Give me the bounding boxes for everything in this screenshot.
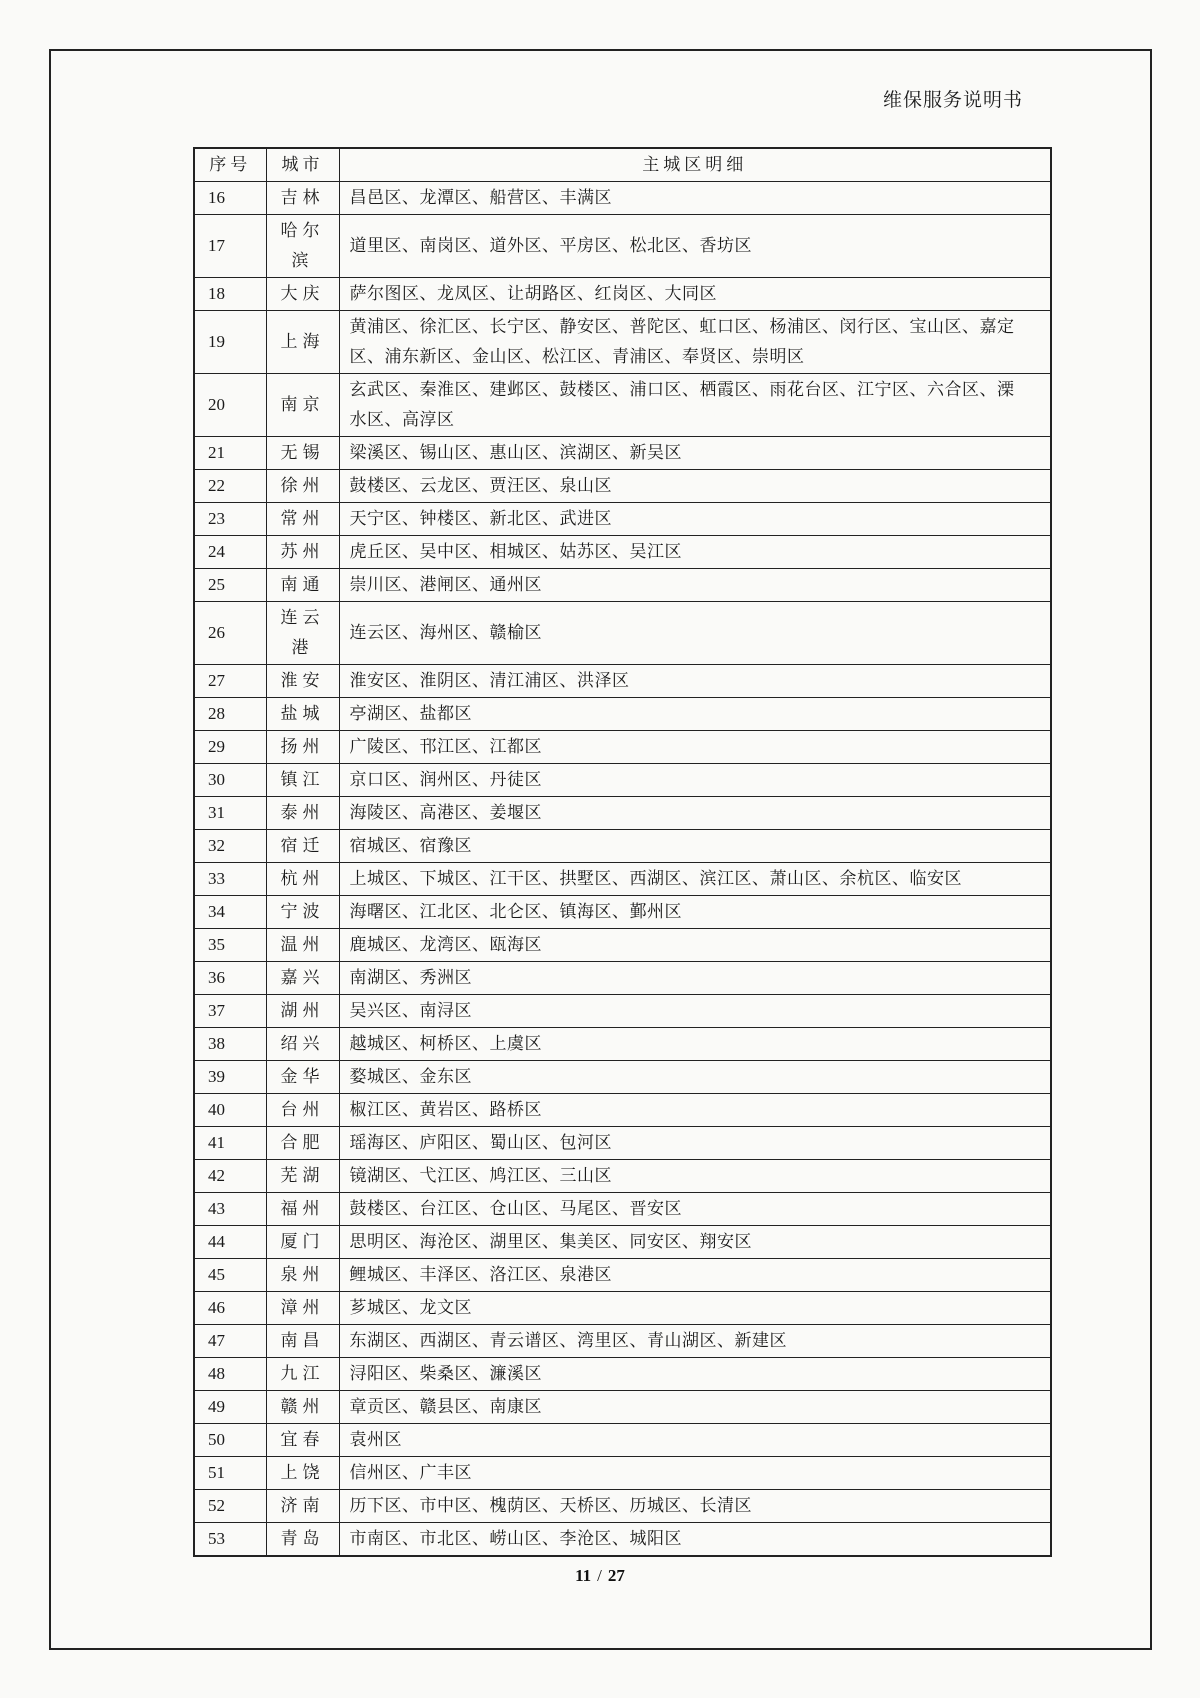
table-row (194, 962, 1051, 995)
row-index-cell: 45 (194, 1259, 266, 1292)
districts-cell: 浔阳区、柴桑区、濂溪区 (339, 1358, 1051, 1391)
row-index-cell: 37 (194, 995, 266, 1028)
row-index-cell: 46 (194, 1292, 266, 1325)
districts-cell: 连云区、海州区、赣榆区 (339, 602, 1051, 665)
districts-cell: 鲤城区、丰泽区、洛江区、泉港区 (339, 1259, 1051, 1292)
districts-cell: 广陵区、邗江区、江都区 (339, 731, 1051, 764)
districts-cell: 思明区、海沧区、湖里区、集美区、同安区、翔安区 (339, 1226, 1051, 1259)
header-cell-districts: 主城区明细 (339, 148, 1051, 182)
table-row (194, 896, 1051, 929)
table-row (194, 182, 1051, 215)
districts-cell: 淮安区、淮阴区、清江浦区、洪泽区 (339, 665, 1051, 698)
city-cell: 大庆 (266, 278, 339, 311)
districts-cell: 亭湖区、盐都区 (339, 698, 1051, 731)
row-index-cell: 33 (194, 863, 266, 896)
districts-cell: 芗城区、龙文区 (339, 1292, 1051, 1325)
districts-cell: 鼓楼区、云龙区、贾汪区、泉山区 (339, 470, 1051, 503)
city-cell: 连云港 (266, 602, 339, 665)
row-index-cell: 49 (194, 1391, 266, 1424)
districts-cell: 虎丘区、吴中区、相城区、姑苏区、吴江区 (339, 536, 1051, 569)
row-index-cell: 48 (194, 1358, 266, 1391)
city-cell: 青岛 (266, 1523, 339, 1557)
districts-cell: 历下区、市中区、槐荫区、天桥区、历城区、长清区 (339, 1490, 1051, 1523)
row-index-cell: 18 (194, 278, 266, 311)
row-index-cell: 20 (194, 374, 266, 437)
page-number-current: 11 (575, 1566, 592, 1585)
city-cell: 福州 (266, 1193, 339, 1226)
districts-cell: 天宁区、钟楼区、新北区、武进区 (339, 503, 1051, 536)
districts-cell: 海曙区、江北区、北仑区、镇海区、鄞州区 (339, 896, 1051, 929)
city-cell: 芜湖 (266, 1160, 339, 1193)
row-index-cell: 50 (194, 1424, 266, 1457)
table-row (194, 1061, 1051, 1094)
row-index-cell: 41 (194, 1127, 266, 1160)
row-index-cell: 16 (194, 182, 266, 215)
table-row (194, 1226, 1051, 1259)
row-index-cell: 24 (194, 536, 266, 569)
city-cell: 苏州 (266, 536, 339, 569)
row-index-cell: 43 (194, 1193, 266, 1226)
page-footer (0, 1566, 1200, 1586)
table-row (194, 797, 1051, 830)
city-cell: 扬州 (266, 731, 339, 764)
city-cell: 泰州 (266, 797, 339, 830)
row-index-cell: 35 (194, 929, 266, 962)
districts-table-body (194, 182, 1051, 1557)
row-index-cell: 23 (194, 503, 266, 536)
city-cell: 南京 (266, 374, 339, 437)
row-index-cell: 26 (194, 602, 266, 665)
table-row (194, 1523, 1051, 1557)
table-row (194, 863, 1051, 896)
table-row (194, 929, 1051, 962)
city-cell: 徐州 (266, 470, 339, 503)
districts-cell: 市南区、市北区、崂山区、李沧区、城阳区 (339, 1523, 1051, 1557)
table-row (194, 698, 1051, 731)
districts-cell: 宿城区、宿豫区 (339, 830, 1051, 863)
city-cell: 台州 (266, 1094, 339, 1127)
city-cell: 漳州 (266, 1292, 339, 1325)
city-cell: 哈尔滨 (266, 215, 339, 278)
districts-cell: 瑶海区、庐阳区、蜀山区、包河区 (339, 1127, 1051, 1160)
city-cell: 合肥 (266, 1127, 339, 1160)
districts-cell: 海陵区、高港区、姜堰区 (339, 797, 1051, 830)
city-cell: 上海 (266, 311, 339, 374)
table-row (194, 731, 1051, 764)
city-cell: 湖州 (266, 995, 339, 1028)
city-cell: 常州 (266, 503, 339, 536)
table-row (194, 311, 1051, 374)
table-row (194, 1193, 1051, 1226)
row-index-cell: 44 (194, 1226, 266, 1259)
table-row (194, 1424, 1051, 1457)
districts-cell: 婺城区、金东区 (339, 1061, 1051, 1094)
city-cell: 嘉兴 (266, 962, 339, 995)
row-index-cell: 21 (194, 437, 266, 470)
city-cell: 杭州 (266, 863, 339, 896)
row-index-cell: 34 (194, 896, 266, 929)
page-number-total: 27 (607, 1566, 625, 1585)
table-row (194, 470, 1051, 503)
districts-cell: 京口区、润州区、丹徒区 (339, 764, 1051, 797)
row-index-cell: 53 (194, 1523, 266, 1557)
city-cell: 温州 (266, 929, 339, 962)
city-cell: 宜春 (266, 1424, 339, 1457)
table-row (194, 665, 1051, 698)
districts-cell: 萨尔图区、龙凤区、让胡路区、红岗区、大同区 (339, 278, 1051, 311)
districts-cell: 镜湖区、弋江区、鸠江区、三山区 (339, 1160, 1051, 1193)
row-index-cell: 32 (194, 830, 266, 863)
districts-cell: 椒江区、黄岩区、路桥区 (339, 1094, 1051, 1127)
districts-cell: 上城区、下城区、江干区、拱墅区、西湖区、滨江区、萧山区、余杭区、临安区 (339, 863, 1051, 896)
districts-cell: 袁州区 (339, 1424, 1051, 1457)
districts-cell: 昌邑区、龙潭区、船营区、丰满区 (339, 182, 1051, 215)
row-index-cell: 27 (194, 665, 266, 698)
row-index-cell: 17 (194, 215, 266, 278)
header-cell-city: 城市 (266, 148, 339, 182)
row-index-cell: 25 (194, 569, 266, 602)
row-index-cell: 40 (194, 1094, 266, 1127)
table-row (194, 602, 1051, 665)
city-cell: 南昌 (266, 1325, 339, 1358)
page-number-separator: / (597, 1566, 602, 1585)
table-row (194, 569, 1051, 602)
table-row (194, 1325, 1051, 1358)
city-cell: 宁波 (266, 896, 339, 929)
districts-cell: 鹿城区、龙湾区、瓯海区 (339, 929, 1051, 962)
table-row (194, 536, 1051, 569)
row-index-cell: 29 (194, 731, 266, 764)
row-index-cell: 36 (194, 962, 266, 995)
districts-cell: 章贡区、赣县区、南康区 (339, 1391, 1051, 1424)
table-row (194, 1457, 1051, 1490)
row-index-cell: 52 (194, 1490, 266, 1523)
districts-cell: 越城区、柯桥区、上虞区 (339, 1028, 1051, 1061)
city-cell: 盐城 (266, 698, 339, 731)
city-cell: 厦门 (266, 1226, 339, 1259)
city-cell: 济南 (266, 1490, 339, 1523)
table-row (194, 1259, 1051, 1292)
city-cell: 吉林 (266, 182, 339, 215)
table-row (194, 830, 1051, 863)
document-header-title: 维保服务说明书 (882, 90, 1023, 111)
table-row (194, 1358, 1051, 1391)
table-row (194, 1292, 1051, 1325)
table-row (194, 503, 1051, 536)
table-row (194, 995, 1051, 1028)
table-row (194, 1028, 1051, 1061)
row-index-cell: 42 (194, 1160, 266, 1193)
row-index-cell: 38 (194, 1028, 266, 1061)
districts-cell: 崇川区、港闸区、通州区 (339, 569, 1051, 602)
table-row (194, 278, 1051, 311)
table-row (194, 764, 1051, 797)
row-index-cell: 22 (194, 470, 266, 503)
table-row (194, 1127, 1051, 1160)
city-cell: 赣州 (266, 1391, 339, 1424)
table-row (194, 1490, 1051, 1523)
districts-cell: 鼓楼区、台江区、仓山区、马尾区、晋安区 (339, 1193, 1051, 1226)
city-cell: 绍兴 (266, 1028, 339, 1061)
districts-table (193, 147, 1052, 1557)
districts-cell: 东湖区、西湖区、青云谱区、湾里区、青山湖区、新建区 (339, 1325, 1051, 1358)
city-cell: 泉州 (266, 1259, 339, 1292)
table-row (194, 437, 1051, 470)
row-index-cell: 39 (194, 1061, 266, 1094)
city-cell: 淮安 (266, 665, 339, 698)
table-row (194, 1160, 1051, 1193)
city-cell: 金华 (266, 1061, 339, 1094)
city-cell: 九江 (266, 1358, 339, 1391)
table-row (194, 374, 1051, 437)
districts-cell: 玄武区、秦淮区、建邺区、鼓楼区、浦口区、栖霞区、雨花台区、江宁区、六合区、溧水区、高淳区 (339, 374, 1051, 437)
row-index-cell: 51 (194, 1457, 266, 1490)
city-cell: 宿迁 (266, 830, 339, 863)
row-index-cell: 19 (194, 311, 266, 374)
table-row (194, 1391, 1051, 1424)
row-index-cell: 30 (194, 764, 266, 797)
table-header-row (194, 148, 1051, 182)
table-row (194, 1094, 1051, 1127)
districts-cell: 黄浦区、徐汇区、长宁区、静安区、普陀区、虹口区、杨浦区、闵行区、宝山区、嘉定区、浦东新区、金山区、松江区、青浦区、奉贤区、崇明区 (339, 311, 1051, 374)
city-cell: 镇江 (266, 764, 339, 797)
districts-cell: 道里区、南岗区、道外区、平房区、松北区、香坊区 (339, 215, 1051, 278)
districts-cell: 吴兴区、南浔区 (339, 995, 1051, 1028)
city-cell: 南通 (266, 569, 339, 602)
city-cell: 无锡 (266, 437, 339, 470)
row-index-cell: 28 (194, 698, 266, 731)
districts-cell: 南湖区、秀洲区 (339, 962, 1051, 995)
header-cell-no: 序号 (194, 148, 266, 182)
city-cell: 上饶 (266, 1457, 339, 1490)
row-index-cell: 47 (194, 1325, 266, 1358)
districts-cell: 信州区、广丰区 (339, 1457, 1051, 1490)
districts-cell: 梁溪区、锡山区、惠山区、滨湖区、新吴区 (339, 437, 1051, 470)
table-row (194, 215, 1051, 278)
row-index-cell: 31 (194, 797, 266, 830)
